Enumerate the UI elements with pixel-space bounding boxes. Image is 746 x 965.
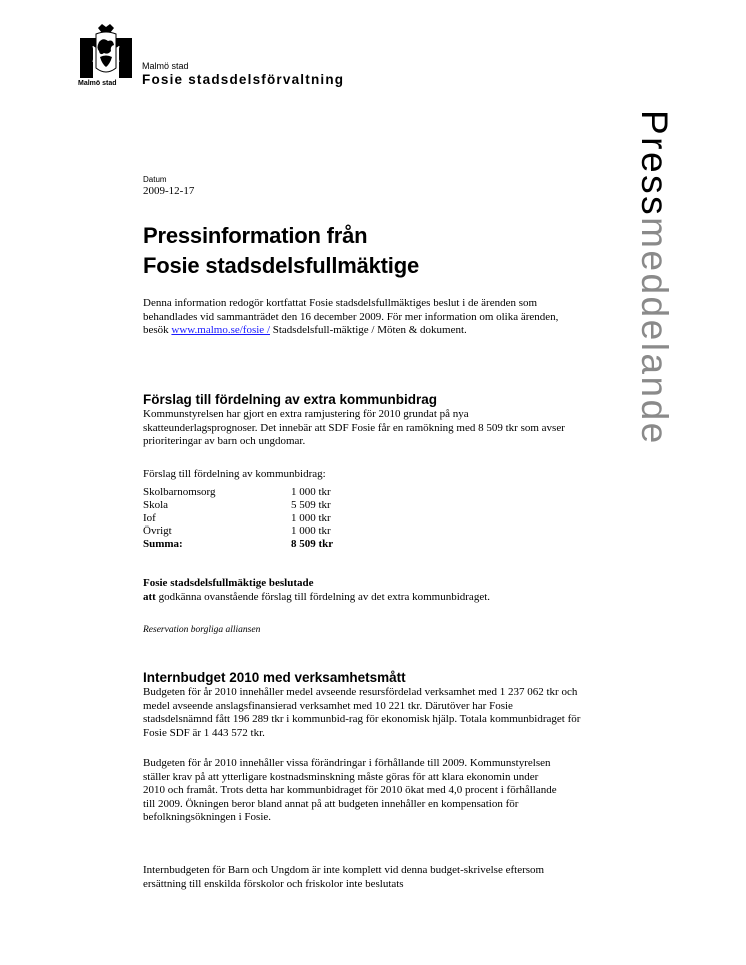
page-title: [143, 221, 419, 281]
intro-text: Denna information redogör kortfattat Fosie stadsdelsfullmäktiges beslut i de ärenden som behandlades vid sammanträdet den 16 december 2009. För mer information om olika ärenden, besök: [143, 297, 559, 336]
row-name: Skola: [143, 499, 169, 511]
table-row: [143, 499, 333, 512]
table-row: [143, 525, 333, 538]
intro-paragraph: [143, 297, 583, 338]
decision-heading: Fosie stadsdelsfullmäktige beslutade: [143, 577, 314, 589]
side-label-press: Press: [634, 110, 675, 218]
sum-value: 8 509 tkr: [291, 538, 334, 550]
press-release-vertical-label: [620, 108, 676, 508]
table-intro: Förslag till fördelning av kommunbidrag:: [143, 468, 326, 480]
table-row: [143, 486, 333, 499]
fosie-link[interactable]: www.malmo.se/fosie /: [171, 324, 270, 336]
logo-caption: Malmö stad: [78, 80, 117, 87]
date-value: 2009-12-17: [143, 185, 195, 197]
table-row: [143, 512, 333, 525]
intro-text-after: Stadsdelsfull-mäktige / Möten & dokument.: [272, 324, 467, 336]
section1-paragraph: Kommunstyrelsen har gjort en extra ramjustering för 2010 grundat på nya skatteunderlagsprognoser. Det innebär att SDF Fosie får en ramökning med 8 509 tkr som avser prioriteringar av barn och ungdomar.: [143, 408, 565, 447]
org-small: Malmö stad: [142, 61, 189, 71]
section2-paragraph-3: Internbudgeten för Barn och Ungdom är inte komplett vid denna budget-skrivelse eftersom ersättning till enskilda förskolor och friskolor inte beslutats: [143, 864, 545, 890]
decision-paragraph: [143, 591, 613, 605]
row-name: Iof: [143, 512, 156, 524]
svg-text:Pressmeddelande: [634, 110, 675, 446]
section2-paragraph-1: Budgeten för år 2010 innehåller medel avseende resursfördelad verksamhet med 1 237 062 tkr och medel avseende anslagsfinansierad verksamhet med 10 221 tkr. Därutöver har Fosie stadsdelsnämnd fått 196 289 tkr i kommunbid-rag för ekonomisk hjälp. Totala kommunbidraget för Fosie SDF är 1 443 572 tkr.: [143, 686, 581, 739]
section2-paragraph-2: Budgeten för år 2010 innehåller vissa förändringar i förhållande till 2009. Kommunstyrelsen ställer krav på att ytterligare kostnadsminskning måste göras för att klara ekonomin under 2010 och framåt. Trots detta har kommunbidraget för 2010 ökat med 4,0 procent i förhållande till 2009. Ökningen beror bland annat på att budgeten innehåller en kompensation för befolkningsökningen i Fosie.: [143, 757, 557, 823]
malmo-stad-logo: [80, 24, 132, 86]
section1-heading: Förslag till fördelning av extra kommunbidrag: [143, 392, 438, 407]
title-line-2: Fosie stadsdelsfullmäktige: [143, 253, 419, 278]
title-line-1: Pressinformation från: [143, 223, 368, 248]
decision-text: godkänna ovanstående förslag till fördelning av det extra kommunbidraget.: [158, 591, 491, 603]
row-value: 1 000 tkr: [291, 512, 331, 524]
side-label-meddelande: meddelande: [634, 217, 675, 446]
coat-of-arms-icon: [80, 24, 132, 86]
reservation-note: Reservation borgliga alliansen: [143, 625, 261, 635]
row-value: 5 509 tkr: [291, 499, 331, 511]
row-name: Skolbarnomsorg: [143, 486, 216, 498]
row-name: Övrigt: [143, 525, 172, 537]
row-value: 1 000 tkr: [291, 525, 331, 537]
row-value: 1 000 tkr: [291, 486, 331, 498]
section2-heading: Internbudget 2010 med verksamhetsmått: [143, 670, 406, 685]
allocation-table: [143, 486, 333, 551]
org-name: Fosie stadsdelsförvaltning: [142, 72, 345, 87]
decision-att: att: [143, 591, 156, 603]
sum-row: [143, 538, 333, 551]
sum-label: Summa:: [143, 538, 183, 550]
date-label: Datum: [143, 175, 167, 184]
